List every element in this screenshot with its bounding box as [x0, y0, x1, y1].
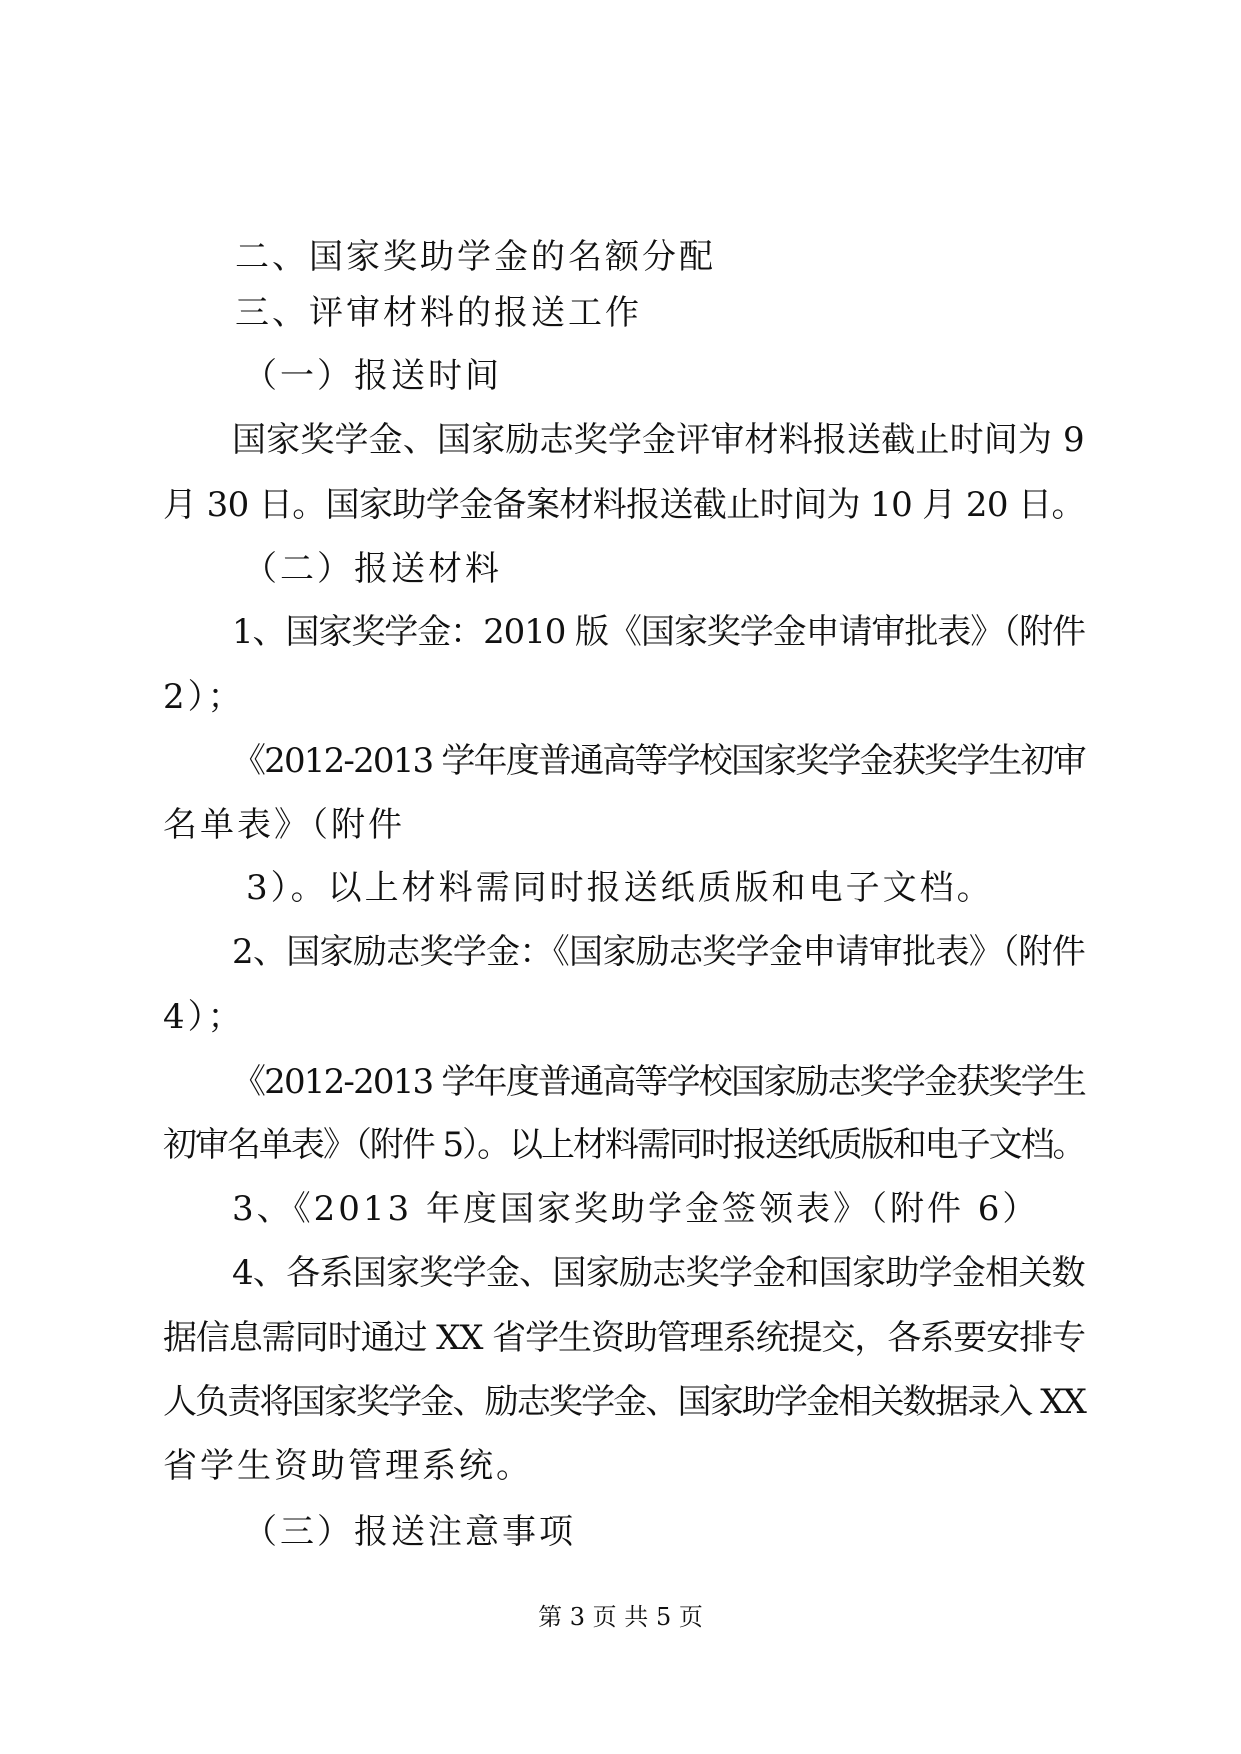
- paragraph-line: 《2012-2013 学年度普通高等学校国家奖学金获奖学生初审: [232, 741, 1085, 781]
- subsection-heading-1: （一）报送时间: [243, 356, 502, 396]
- paragraph-line: 人负责将国家奖学金、励志奖学金、国家助学金相关数据录入 XX: [163, 1382, 1086, 1422]
- page-footer: 第 3 页 共 5 页: [538, 1603, 703, 1631]
- paragraph-line: 2、国家励志奖学金：《国家励志奖学金申请审批表》（附件: [232, 932, 1086, 972]
- section-heading-2: 二、国家奖助学金的名额分配: [235, 237, 716, 277]
- section-heading-3: 三、评审材料的报送工作: [235, 293, 642, 333]
- paragraph-line: 3、《2013 年度国家奖助学金签领表》（附件 6）: [232, 1189, 1040, 1229]
- paragraph-line: 国家奖学金、国家励志奖学金评审材料报送截止时间为 9: [232, 420, 1085, 460]
- paragraph-line: 1、国家奖学金：2010 版《国家奖学金申请审批表》（附件: [232, 612, 1085, 652]
- paragraph-line: 《2012-2013 学年度普通高等学校国家励志奖学金获奖学生: [232, 1062, 1085, 1102]
- paragraph-line: 3）。以上材料需同时报送纸质版和电子文档。: [246, 868, 994, 908]
- paragraph-line: 初审名单表》（附件 5）。以上材料需同时报送纸质版和电子文档。: [163, 1125, 1085, 1165]
- paragraph-line: 4、各系国家奖学金、国家励志奖学金和国家助学金相关数: [232, 1253, 1085, 1293]
- paragraph-line: 省学生资助管理系统。: [163, 1446, 533, 1486]
- subsection-heading-2: （二）报送材料: [243, 549, 502, 589]
- paragraph-line: 2）；: [163, 677, 245, 717]
- paragraph-line: 据信息需同时通过 XX 省学生资助管理系统提交，各系要安排专: [163, 1318, 1085, 1358]
- paragraph-line: 4）；: [163, 997, 245, 1037]
- paragraph-line: 名单表》（附件: [163, 805, 405, 845]
- subsection-heading-3: （三）报送注意事项: [243, 1512, 576, 1552]
- paragraph-line: 月 30 日。国家助学金备案材料报送截止时间为 10 月 20 日。: [163, 485, 1085, 525]
